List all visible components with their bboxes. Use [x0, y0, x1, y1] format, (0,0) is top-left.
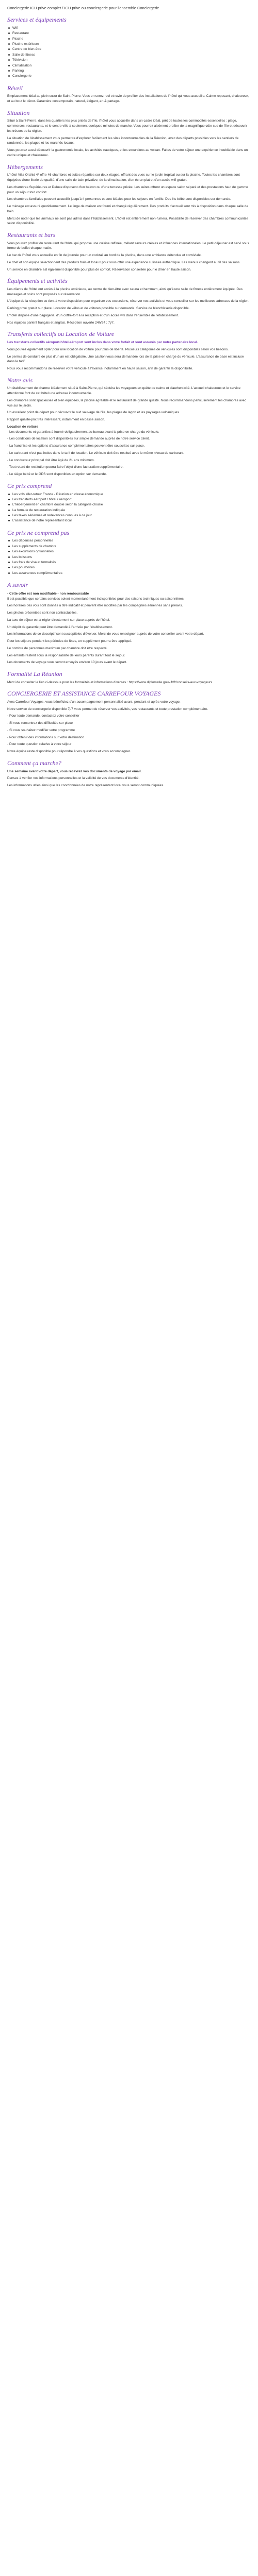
- prix-ne-comprend-title: Ce prix ne comprend pas: [7, 529, 70, 536]
- paragraph: Il est possible que certains services soient momentanément indisponibles pour des raisons techniques ou saisonnières.: [7, 597, 185, 601]
- paragraph: - Le siège bébé et le GPS sont disponibles en option sur demande.: [7, 472, 107, 477]
- paragraph: - Si vous souhaitez modifier votre programme: [7, 728, 75, 732]
- savoir-subhead: - Cette offre est non modifiable - non remboursable: [7, 591, 89, 596]
- paragraph: L'hôtel Villa Orchid 4* offre 46 chambres et suites réparties sur deux étages, offrant des vues sur le jardin tropical ou sur la piscine. Toutes les chambres sont équipées d'une literie de qualité, d'une salle de bain privative, de la climatisation, d'un écran plat et d'un accès wifi gratuit.: [7, 173, 240, 182]
- prix-ne-comprend-section: [7, 529, 251, 576]
- paragraph: - Les conditions de location sont disponibles sur simple demande auprès de notre service client.: [7, 437, 150, 441]
- paragraph: Les chambres familiales peuvent accueillir jusqu'à 4 personnes et sont idéales pour les séjours en famille. Des lits bébé sont disponibles sur demande.: [7, 197, 231, 201]
- prix-ne-comprend-list: [7, 538, 251, 576]
- reveil-text: Emplacement idéal au plein cœur de Saint-Pierre. Vous en serez ravi et ravie de profiter des installations de l'hôtel qui vous accueille. Calme reposant, chaleureux, et au bout le décor. Caractère contemporain, naturel, élégant, art & partage.: [7, 94, 249, 104]
- list-item: La formule de restauration indiquée: [7, 508, 251, 513]
- paragraph: Les chambres Supérieures et Deluxe disposent d'un balcon ou d'une terrasse privée. Les suites offrent un espace salon séparé et des prestations haut de gamme pour un séjour tout confort.: [7, 185, 248, 194]
- paragraph: Nous vous recommandons de réserver votre véhicule à l'avance, notamment en haute saison, afin de garantir la disponibilité.: [7, 367, 194, 371]
- prix-comprend-section: [7, 482, 251, 524]
- services-section: [7, 16, 251, 79]
- paragraph: - La franchise et les options d'assurance complémentaires peuvent être souscrites sur place.: [7, 444, 145, 448]
- paragraph: Vous pourrez profiter du restaurant de l'hôtel qui propose une cuisine raffinée, mêlant saveurs créoles et influences internationales. Le petit-déjeuner est servi sous forme de buffet chaque matin.: [7, 241, 249, 250]
- conciergerie-section: [7, 690, 251, 754]
- paragraph: Pour les séjours pendant les périodes de fêtes, un supplément pourra être appliqué.: [7, 639, 132, 643]
- paragraph: - Si vous rencontrez des difficultés sur place: [7, 721, 73, 725]
- paragraph: Avec Carrefour Voyages, vous bénéficiez d'un accompagnement personnalisé avant, pendant et après votre voyage.: [7, 700, 181, 704]
- reveil-title: Réveil: [7, 84, 23, 92]
- paragraph: Le nombre de personnes maximum par chambre doit être respecté.: [7, 646, 108, 650]
- paragraph: L'équipe de la réception se tient à votre disposition pour organiser vos excursions, réserver vos activités et vous conseiller sur les meilleures adresses de la région.: [7, 299, 250, 303]
- list-item: Les boissons: [7, 555, 251, 560]
- list-item: Les taxes aériennes et redevances connues à ce jour: [7, 513, 251, 518]
- hebergements-title: Hébergements: [7, 163, 43, 171]
- services-title: Services et équipements: [7, 16, 67, 24]
- paragraph: Un établissement de charme idéalement situé à Saint-Pierre, qui séduira les voyageurs en quête de calme et d'authenticité. L'accueil chaleureux et le service attentionné font de cet hôtel une adresse incontournable.: [7, 386, 240, 396]
- list-item: Les pourboires: [7, 565, 251, 570]
- restaurants-section: [7, 231, 251, 272]
- paragraph: Merci de noter que les animaux ne sont pas admis dans l'établissement. L'hôtel est entièrement non-fumeur. Possibilité de réserver des chambres communicantes selon disponibilité.: [7, 216, 249, 226]
- reveil-section: [7, 84, 251, 104]
- conciergerie-title: CONCIERGERIE ET ASSISTANCE CARREFOUR VOYAGES: [7, 690, 161, 698]
- list-item: Salle de fitness: [7, 53, 251, 58]
- paragraph: Le bar de l'hôtel vous accueille en fin de journée pour un cocktail au bord de la piscine, dans une ambiance détendue et conviviale.: [7, 253, 202, 258]
- prix-comprend-list: [7, 492, 251, 524]
- paragraph: Situé à Saint-Pierre, dans les quartiers les plus prisés de l'île, l'hôtel vous accueille dans un cadre idéal, prêt de toutes les commodités essentielles : plage, commerces, restaurants, et le centre ville à seulement quelques minutes de marche. Vous pourrez aisément profiter de la magnifique côte sud de l'île et découvrir les trésors de la région.: [7, 119, 248, 133]
- list-item: Restaurant: [7, 31, 251, 36]
- list-item: L'hébergement en chambre double selon la catégorie choisie: [7, 502, 251, 507]
- list-item: Les assurances complémentaires: [7, 571, 251, 576]
- list-item: Piscine: [7, 37, 251, 42]
- paragraph: Les enfants restent sous la responsabilité de leurs parents durant tout le séjour.: [7, 653, 125, 657]
- paragraph: Le ménage est assuré quotidiennement. Le linge de maison est fourni et changé régulièrement. Des produits d'accueil sont mis à disposition dans chaque salle de bain.: [7, 205, 248, 213]
- paragraph: Notre équipe reste disponible pour répondre à vos questions et vous accompagner.: [7, 750, 131, 754]
- paragraph: Le chef et son équipe sélectionnent des produits frais et locaux pour vous offrir une expérience culinaire authentique. Les menus changent au fil des saisons.: [7, 260, 240, 264]
- savoir-section: [7, 581, 251, 665]
- paragraph: Pensez à vérifier vos informations personnelles et la validité de vos documents d'identité.: [7, 776, 140, 781]
- paragraph: La taxe de séjour est à régler directement sur place auprès de l'hôtel.: [7, 618, 110, 622]
- paragraph: Les photos présentées sont non contractuelles.: [7, 611, 78, 615]
- paragraph: Une semaine avant votre départ, vous recevrez vos documents de voyage par email.: [7, 769, 142, 773]
- comment-title: Comment ça marche?: [7, 759, 61, 767]
- list-item: Conciergerie: [7, 74, 251, 79]
- list-item: Les frais de visa et formalités: [7, 560, 251, 565]
- situation-title: Situation: [7, 109, 30, 116]
- list-item: L'assistance de notre représentant local: [7, 518, 251, 523]
- paragraph: L'hôtel dispose d'une bagagerie, d'un coffre-fort à la réception et d'un accès wifi dans l'ensemble de l'établissement.: [7, 313, 179, 317]
- formalites-title: Formalité La Réunion: [7, 670, 62, 678]
- paragraph: Un dépôt de garantie peut être demandé à l'arrivée par l'établissement.: [7, 625, 113, 629]
- savoir-title: A savoir: [7, 581, 28, 589]
- hebergements-section: [7, 163, 251, 226]
- equipements-title: Équipements et activités: [7, 277, 68, 285]
- paragraph: Parking privé gratuit sur place. Location de vélos et de voitures possible sur demande. Service de blanchisserie disponible.: [7, 307, 190, 311]
- paragraph: - Le carburant n'est pas inclus dans le tarif de location. Le véhicule doit être restitué avec le même niveau de carburant.: [7, 451, 185, 455]
- paragraph: - Les documents et garanties à fournir obligatoirement au bureau avant la prise en charge du véhicule.: [7, 430, 159, 434]
- paragraph: Les horaires des vols sont donnés à titre indicatif et peuvent être modifiés par les compagnies aériennes sans préavis.: [7, 604, 183, 608]
- paragraph: Un service en chambre est également disponible pour plus de confort. Réservation conseillée pour le dîner en haute saison.: [7, 267, 191, 272]
- paragraph: - Pour toute demande, contactez votre conseiller: [7, 714, 79, 718]
- transferts-title: Transferts collectifs ou Location de Voiture: [7, 330, 115, 338]
- list-item: Parking: [7, 69, 251, 74]
- list-item: Les transferts aéroport / hôtel / aéroport: [7, 497, 251, 502]
- paragraph: Notre service de conciergerie disponible 7j/7 vous permet de réserver vos activités, vos restaurants et toute prestation complémentaire.: [7, 707, 208, 711]
- list-item: Wifi: [7, 26, 251, 31]
- paragraph: - Pour obtenir des informations sur votre destination: [7, 735, 85, 739]
- paragraph: - Pour toute question relative à votre séjour: [7, 742, 72, 747]
- notre-avis-title: Notre avis: [7, 376, 33, 384]
- list-item: Climatisation: [7, 63, 251, 69]
- location-voiture-title: Location de voiture: [7, 425, 38, 429]
- paragraph: Nos équipes parlent français et anglais. Réception ouverte 24h/24 ; 7j/7.: [7, 320, 115, 325]
- paragraph: Rapport qualité-prix très intéressant, notamment en basse saison.: [7, 418, 105, 422]
- page: [0, 0, 258, 799]
- paragraph: Les chambres sont spacieuses et bien équipées, la piscine agréable et le restaurant de grande qualité. Nous recommandons particulièrement les chambres avec vue sur le jardin.: [7, 398, 247, 408]
- paragraph: Les documents de voyage vous seront envoyés environ 10 jours avant le départ.: [7, 660, 127, 665]
- paragraph: Le permis de conduire de plus d'un an est obligatoire. Une caution vous sera demandée lors de la prise en charge du véhicule. L'assurance de base est incluse dans le tarif.: [7, 354, 244, 364]
- list-item: Les dépenses personnelles: [7, 538, 251, 544]
- paragraph: - Le conducteur principal doit être âgé de 21 ans minimum.: [7, 458, 95, 462]
- situation-section: [7, 109, 251, 158]
- paragraph: Les informations utiles ainsi que les coordonnées de notre représentant local vous seront communiquées.: [7, 784, 165, 788]
- list-item: Les vols aller-retour France - Réunion en classe économique: [7, 492, 251, 497]
- formalites-link[interactable]: Merci de consulter le lien ci-dessous pour les formalités et informations diverses : https://www.diplomatie.gouv.fr/fr/conseils-aux-voyageurs: [7, 680, 213, 684]
- paragraph: Les clients de l'hôtel ont accès à la piscine extérieure, au centre de bien-être avec sauna et hammam, ainsi qu'à une salle de fitness entièrement équipée. Des massages et soins sont proposés sur réservation.: [7, 287, 243, 296]
- transferts-lead: Les transferts collectifs aéroport-hôtel-aéroport sont inclus dans votre forfait et sont assurés par notre partenaire local.: [7, 341, 198, 345]
- services-list: [7, 26, 251, 79]
- paragraph: Vous pouvez également opter pour une location de voiture pour plus de liberté. Plusieurs catégories de véhicules sont disponibles selon vos besoins.: [7, 347, 229, 351]
- transferts-section: [7, 330, 251, 371]
- equipements-section: [7, 277, 251, 325]
- list-item: Télévision: [7, 58, 251, 63]
- location-voiture-section: [7, 425, 251, 477]
- paragraph: - Tout retard de restitution pourra faire l'objet d'une facturation supplémentaire.: [7, 465, 124, 469]
- list-item: Les suppléments de chambre: [7, 544, 251, 549]
- notre-avis-section: [7, 377, 251, 422]
- prix-comprend-title: Ce prix comprend: [7, 482, 52, 489]
- formalites-section: [7, 670, 251, 685]
- list-item: Les excursions optionnelles: [7, 549, 251, 554]
- list-item: Centre de bien-être: [7, 47, 251, 52]
- paragraph: La situation de l'établissement vous permettra d'explorer facilement les sites incontournables de la Réunion, avec des départs possibles vers les sentiers de randonnée, les plages et les marchés locaux.: [7, 136, 239, 145]
- intro-text: Conciergerie ICU prive complet / ICU prive ou conciergerie pour l'ensemble Conciergerie: [7, 6, 159, 10]
- paragraph: Vous pourrez aussi découvrir la gastronomie locale, les activités nautiques, et les excursions au volcan. Faites de votre séjour une expérience inoubliable dans un cadre unique et chaleureux.: [7, 148, 248, 157]
- paragraph: Un excellent point de départ pour découvrir le sud sauvage de l'île, les plages de lagon et les paysages volcaniques.: [7, 411, 180, 415]
- restaurants-title: Restaurants et bars: [7, 231, 56, 239]
- paragraph: Les informations de ce descriptif sont susceptibles d'évoluer. Merci de vous renseigner auprès de votre conseiller avant votre départ.: [7, 632, 204, 636]
- comment-section: [7, 759, 251, 788]
- list-item: Piscine extérieure: [7, 42, 251, 47]
